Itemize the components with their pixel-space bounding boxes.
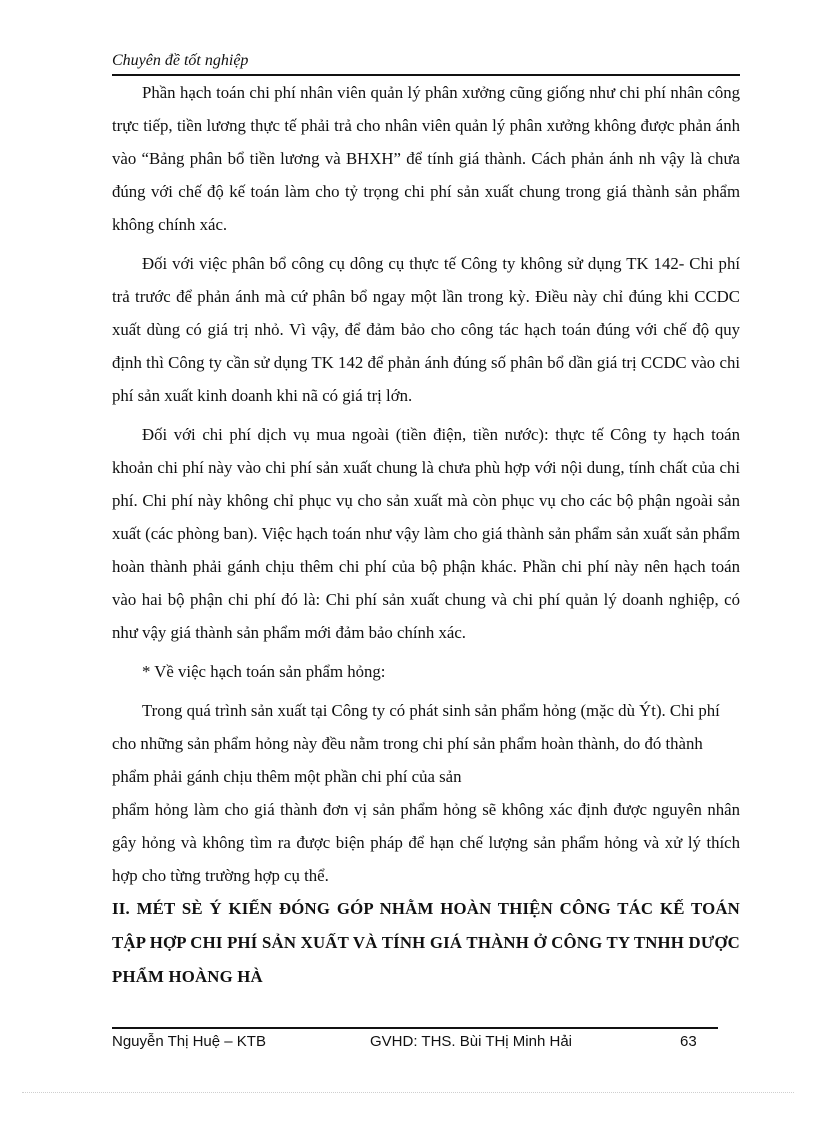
footer-author: Nguyễn Thị Huệ – KTB (112, 1033, 266, 1050)
page-number: 63 (680, 1033, 697, 1050)
document-body (112, 76, 740, 994)
paragraph-6: phẩm hỏng làm cho giá thành đơn vị sản phẩm hỏng sẽ không xác định được nguyên nhân gây hỏng và không tìm ra được biện pháp để hạn chế lượng sản phẩm hỏng và xử lý thích hợp cho từng trường hợp cụ thể. (112, 800, 740, 885)
paragraph-3: Đối với chi phí dịch vụ mua ngoài (tiền điện, tiền nước): thực tế Công ty hạch toán khoản chi phí này vào chi phí sản xuất chung là chưa phù hợp với nội dung, tính chất của chi phí. Chi phí này không chỉ phục vụ cho sản xuất mà còn phục vụ cho các bộ phận ngoài sản xuất (các phòng ban). Việc hạch toán như vậy làm cho giá thành sản phẩm sản xuất sản phẩm hoàn thành phải gánh chịu thêm chi phí của bộ phận khác. Phần chi phí này nên hạch toán vào hai bộ phận chi phí đó là: Chi phí sản xuất chung và chi phí quản lý doanh nghiệp, có như vậy giá thành sản phẩm mới đảm bảo chính xác. (112, 425, 740, 642)
header-title: Chuyên đề tốt nghiệp (112, 52, 249, 69)
paragraph-1: Phần hạch toán chi phí nhân viên quản lý phân xưởng cũng giống như chi phí nhân công trực tiếp, tiền lương thực tế phải trả cho nhân viên quản lý phân xưởng không được phản ánh vào “Bảng phân bổ tiền lương và BHXH” để tính giá thành. Cách phản ánh nh vậy là chưa đúng với chế độ kế toán làm cho tỷ trọng chi phí sản xuất chung trong giá thành sản phẩm không chính xác. (112, 83, 740, 234)
footer-supervisor: GVHD: THS. Bùi THị Minh Hải (370, 1033, 572, 1050)
paragraph-2: Đối với việc phân bổ công cụ dông cụ thực tế Công ty không sử dụng TK 142- Chi phí trả trước để phản ánh mà cứ phân bổ ngay một lần trong kỳ. Điều này chỉ đúng khi CCDC xuất dùng có giá trị nhỏ. Vì vậy, để đảm bảo cho công tác hạch toán đúng với chế độ quy định thì Công ty cần sử dụng TK 142 để phản ánh đúng số phân bổ dần giá trị CCDC vào chi phí sản xuất kinh doanh khi nã có giá trị lớn. (112, 254, 740, 405)
paragraph-5: Trong quá trình sản xuất tại Công ty có phát sinh sản phẩm hỏng (mặc dù Ýt). Chi phí cho những sản phẩm hỏng này đều nằm trong chi phí sản phẩm hoàn thành, do đó thành phẩm phải gánh chịu thêm một phần chi phí của sản (112, 701, 720, 786)
section-heading: II. MÉT SÈ Ý KIẾN ĐÓNG GÓP NHẰM HOÀN THIỆN CÔNG TÁC KẾ TOÁN TẬP HỢP CHI PHÍ SẢN XUẤT VÀ TÍNH GIÁ THÀNH Ở CÔNG TY TNHH DƯỢC PHẨM HOÀNG HÀ (112, 899, 740, 986)
page-header (112, 48, 740, 76)
footer-divider (112, 1027, 718, 1029)
paragraph-4: * Về việc hạch toán sản phẩm hỏng: (142, 662, 386, 681)
page-edge (22, 1092, 794, 1093)
